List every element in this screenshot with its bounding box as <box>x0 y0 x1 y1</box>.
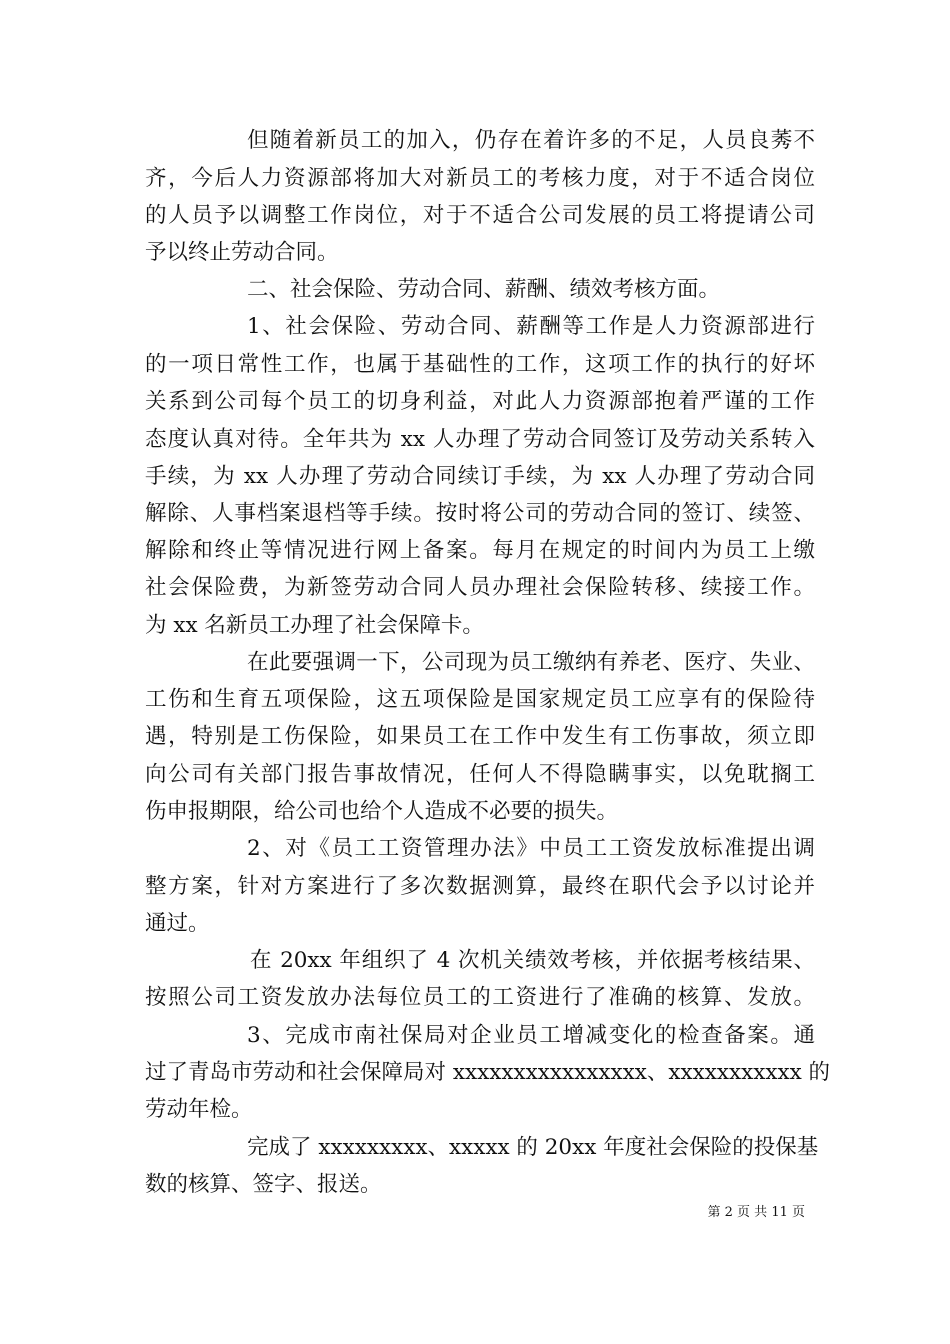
text-line: 解除和终止等情况进行网上备案。每月在规定的时间内为员工上缴 <box>145 538 815 563</box>
text-line: 过了青岛市劳动和社会保障局对 xxxxxxxxxxxxxxxx、xxxxxxxxxxx 的 <box>145 1060 831 1085</box>
text-line: 解除、人事档案退档等手续。按时将公司的劳动合同的签订、续签、 <box>145 501 815 526</box>
text-line: 二、社会保险、劳动合同、薪酬、绩效考核方面。 <box>247 277 721 302</box>
text-line: 整方案，针对方案进行了多次数据测算，最终在职代会予以讨论并 <box>145 874 815 899</box>
text-line: 的人员予以调整工作岗位，对于不适合公司发展的员工将提请公司 <box>145 203 815 228</box>
text-line: 在 20xx 年组织了 4 次机关绩效考核，并依据考核结果、 <box>250 948 815 973</box>
text-line: 工伤和生育五项保险，这五项保险是国家规定员工应享有的保险待 <box>145 687 815 712</box>
text-line: 2、对《员工工资管理办法》中员工工资发放标准提出调 <box>247 836 815 861</box>
text-line: 态度认真对待。全年共为 xx 人办理了劳动合同签订及劳动关系转入 <box>145 427 815 452</box>
text-line: 社会保险费，为新签劳动合同人员办理社会保险转移、续接工作。 <box>145 575 815 600</box>
text-line: 但随着新员工的加入，仍存在着许多的不足，人员良莠不 <box>247 128 815 153</box>
text-line: 在此要强调一下，公司现为员工缴纳有养老、医疗、失业、 <box>247 650 815 675</box>
text-line: 劳动年检。 <box>145 1097 253 1122</box>
text-line: 遇，特别是工伤保险，如果员工在工作中发生有工伤事故，须立即 <box>145 724 815 749</box>
text-line: 伤申报期限，给公司也给个人造成不必要的损失。 <box>145 799 619 824</box>
text-line: 完成了 xxxxxxxxx、xxxxx 的 20xx 年度社会保险的投保基 <box>247 1135 819 1160</box>
text-line: 3、完成市南社保局对企业员工增减变化的检查备案。通 <box>247 1023 815 1048</box>
text-line: 1、社会保险、劳动合同、薪酬等工作是人力资源部进行 <box>247 314 815 339</box>
text-line: 手续，为 xx 人办理了劳动合同续订手续，为 xx 人办理了劳动合同 <box>145 464 815 489</box>
text-line: 予以终止劳动合同。 <box>145 240 339 265</box>
text-line: 通过。 <box>145 911 210 936</box>
page-number: 第 2 页 共 11 页 <box>707 1205 805 1220</box>
text-line: 齐，今后人力资源部将加大对新员工的考核力度，对于不适合岗位 <box>145 166 815 191</box>
text-line: 向公司有关部门报告事故情况，任何人不得隐瞒事实，以免耽搁工 <box>145 762 815 787</box>
text-line: 数的核算、签字、报送。 <box>145 1172 382 1197</box>
text-line: 关系到公司每个员工的切身利益，对此人力资源部抱着严谨的工作 <box>145 389 815 414</box>
text-line: 为 xx 名新员工办理了社会保障卡。 <box>145 613 484 638</box>
text-line: 按照公司工资发放办法每位员工的工资进行了准确的核算、发放。 <box>145 985 815 1010</box>
text-line: 的一项日常性工作，也属于基础性的工作，这项工作的执行的好坏 <box>145 352 815 377</box>
